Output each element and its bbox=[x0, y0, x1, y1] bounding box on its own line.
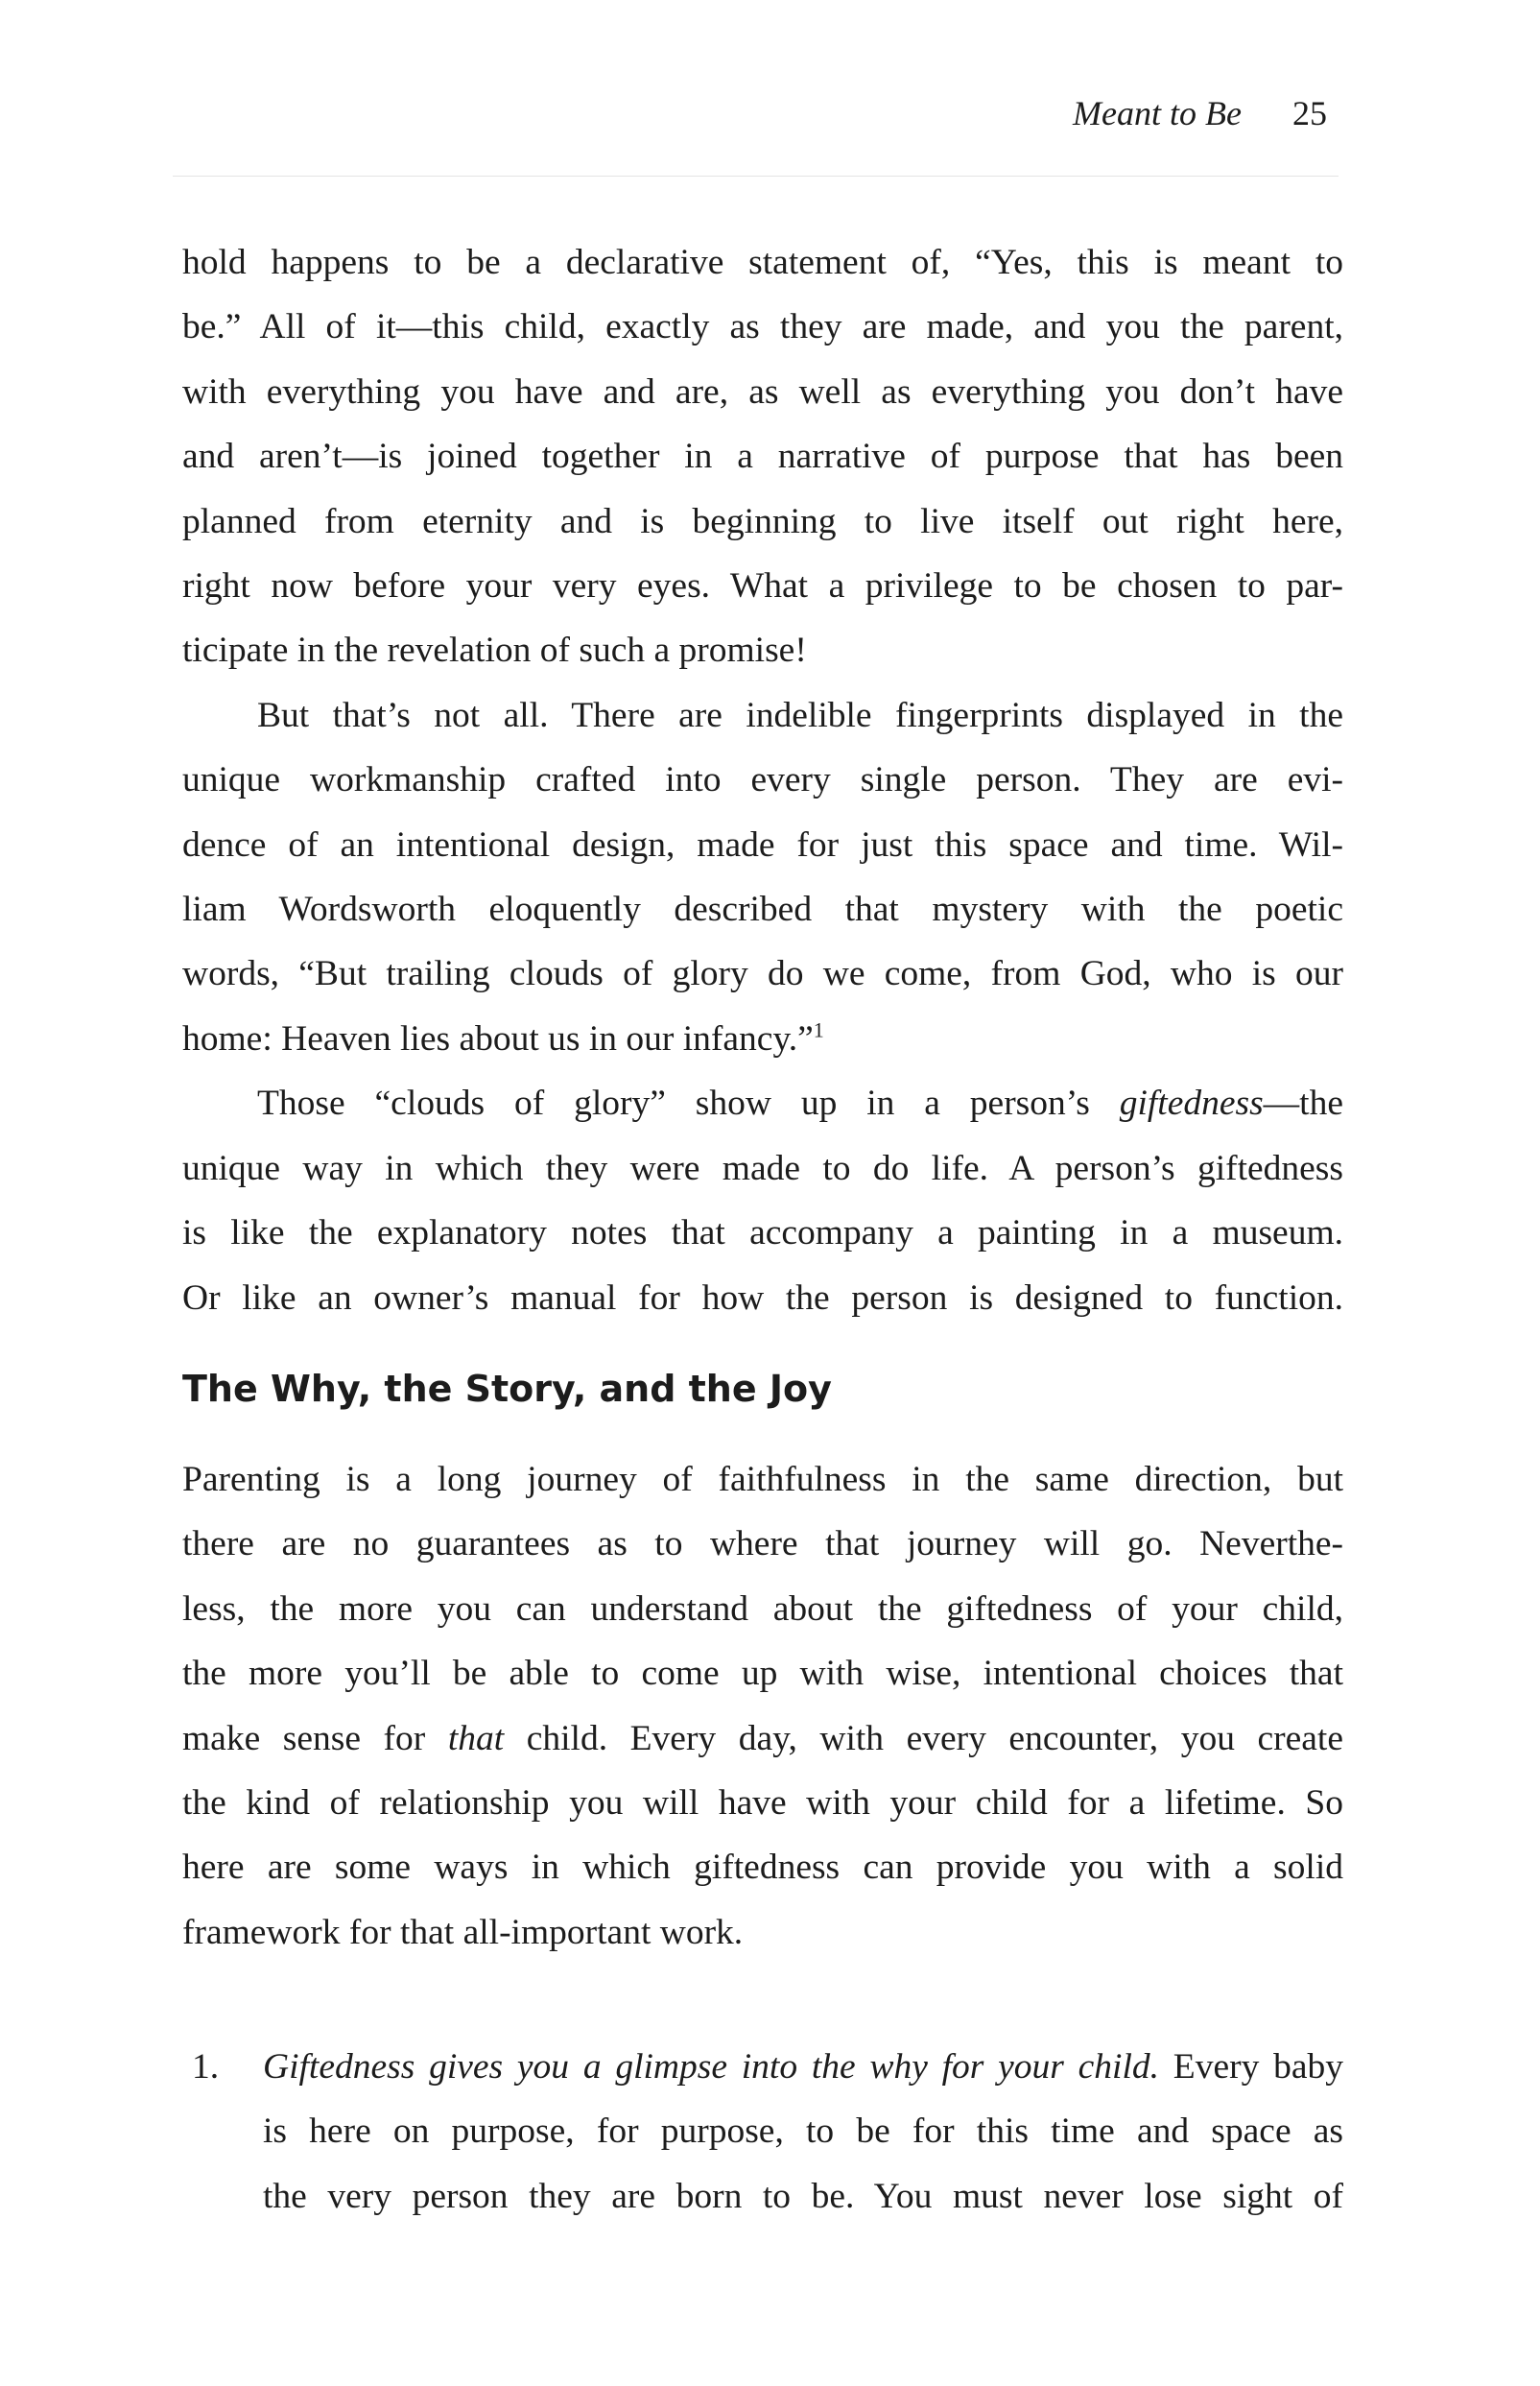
text-line bbox=[182, 1071, 1343, 1135]
text-line: right now before your very eyes. What a privilege to be chosen to par- bbox=[182, 566, 1343, 607]
list-item-body bbox=[263, 2035, 1343, 2229]
text-line: and aren’t—is joined together in a narrative of purpose that has been bbox=[182, 437, 1343, 477]
header-rule bbox=[173, 176, 1339, 177]
text-line: there are no guarantees as to where that journey will go. Neverthe- bbox=[182, 1524, 1343, 1564]
emphasis-text: giftedness bbox=[1119, 1084, 1264, 1124]
numbered-list-item bbox=[182, 2035, 1343, 2229]
text-line: the kind of relationship you will have with your child for a lifetime. So bbox=[182, 1783, 1343, 1824]
text-run: —the bbox=[1263, 1084, 1343, 1124]
text-run: make sense for bbox=[182, 1718, 448, 1758]
body-text-lower bbox=[182, 1447, 1343, 1965]
text-line: is here on purpose, for purpose, to be for this time and space as bbox=[263, 2112, 1343, 2152]
section-heading: The Why, the Story, and the Joy bbox=[182, 1368, 832, 1410]
text-run: child. Every day, with every encounter, you create bbox=[504, 1718, 1343, 1758]
text-run: Those “clouds of glory” show up in a person’s bbox=[257, 1084, 1120, 1124]
text-line: is like the explanatory notes that accompany a painting in a museum. bbox=[182, 1213, 1343, 1253]
emphasis-text: Giftedness gives you a glimpse into the why for your child. bbox=[263, 2047, 1160, 2087]
text-line: with everything you have and are, as well as everything you don’t have bbox=[182, 371, 1343, 412]
text-line: be.” All of it—this child, exactly as they are made, and you the parent, bbox=[182, 307, 1343, 347]
text-line bbox=[182, 1706, 1343, 1771]
text-line: less, the more you can understand about the giftedness of your child, bbox=[182, 1588, 1343, 1629]
running-head-title: Meant to Be bbox=[1073, 94, 1242, 132]
text-line: home: Heaven lies about us in our infancy.” bbox=[182, 1018, 814, 1059]
text-line: here are some ways in which giftedness can provide you with a solid bbox=[182, 1848, 1343, 1888]
text-line: planned from eternity and is beginning to live itself out right here, bbox=[182, 501, 1343, 541]
text-line: Parenting is a long journey of faithfulness in the same direction, but bbox=[182, 1460, 1343, 1499]
paragraph-parenting bbox=[182, 1447, 1343, 1965]
text-line: hold happens to be a declarative statement of, “Yes, this is meant to bbox=[182, 243, 1343, 282]
text-line: liam Wordsworth eloquently described that mystery with the poetic bbox=[182, 890, 1343, 930]
paragraph-wordsworth bbox=[182, 683, 1343, 1071]
text-line: dence of an intentional design, made for just this space and time. Wil- bbox=[182, 824, 1343, 865]
running-head bbox=[1073, 96, 1327, 131]
text-line bbox=[263, 2035, 1343, 2099]
text-line: framework for that all-important work. bbox=[182, 1912, 744, 1952]
text-line: unique workmanship crafted into every single person. They are evi- bbox=[182, 760, 1343, 800]
list-number: 1. bbox=[192, 2047, 220, 2087]
page-number: 25 bbox=[1292, 94, 1327, 132]
paragraph-clouds-of-glory bbox=[182, 1071, 1343, 1330]
text-run: Every baby bbox=[1159, 2047, 1344, 2087]
text-line: words, “But trailing clouds of glory do we come, from God, who is our bbox=[182, 954, 1343, 994]
text-line: But that’s not all. There are indelible fingerprints displayed in the bbox=[257, 695, 1343, 735]
paragraph-continued bbox=[182, 230, 1343, 683]
emphasis-text: that bbox=[447, 1718, 505, 1758]
body-text-upper bbox=[182, 230, 1343, 1330]
footnote-ref: 1 bbox=[813, 1017, 824, 1042]
text-line: unique way in which they were made to do life. A person’s giftedness bbox=[182, 1148, 1343, 1188]
text-line: the very person they are born to be. You must never lose sight of bbox=[263, 2176, 1343, 2216]
text-line: Or like an owner’s manual for how the person is designed to function. bbox=[182, 1277, 1343, 1318]
text-line: ticipate in the revelation of such a promise! bbox=[182, 631, 807, 671]
text-line: the more you’ll be able to come up with wise, intentional choices that bbox=[182, 1654, 1343, 1694]
text-line-with-footnote bbox=[182, 1007, 1343, 1071]
